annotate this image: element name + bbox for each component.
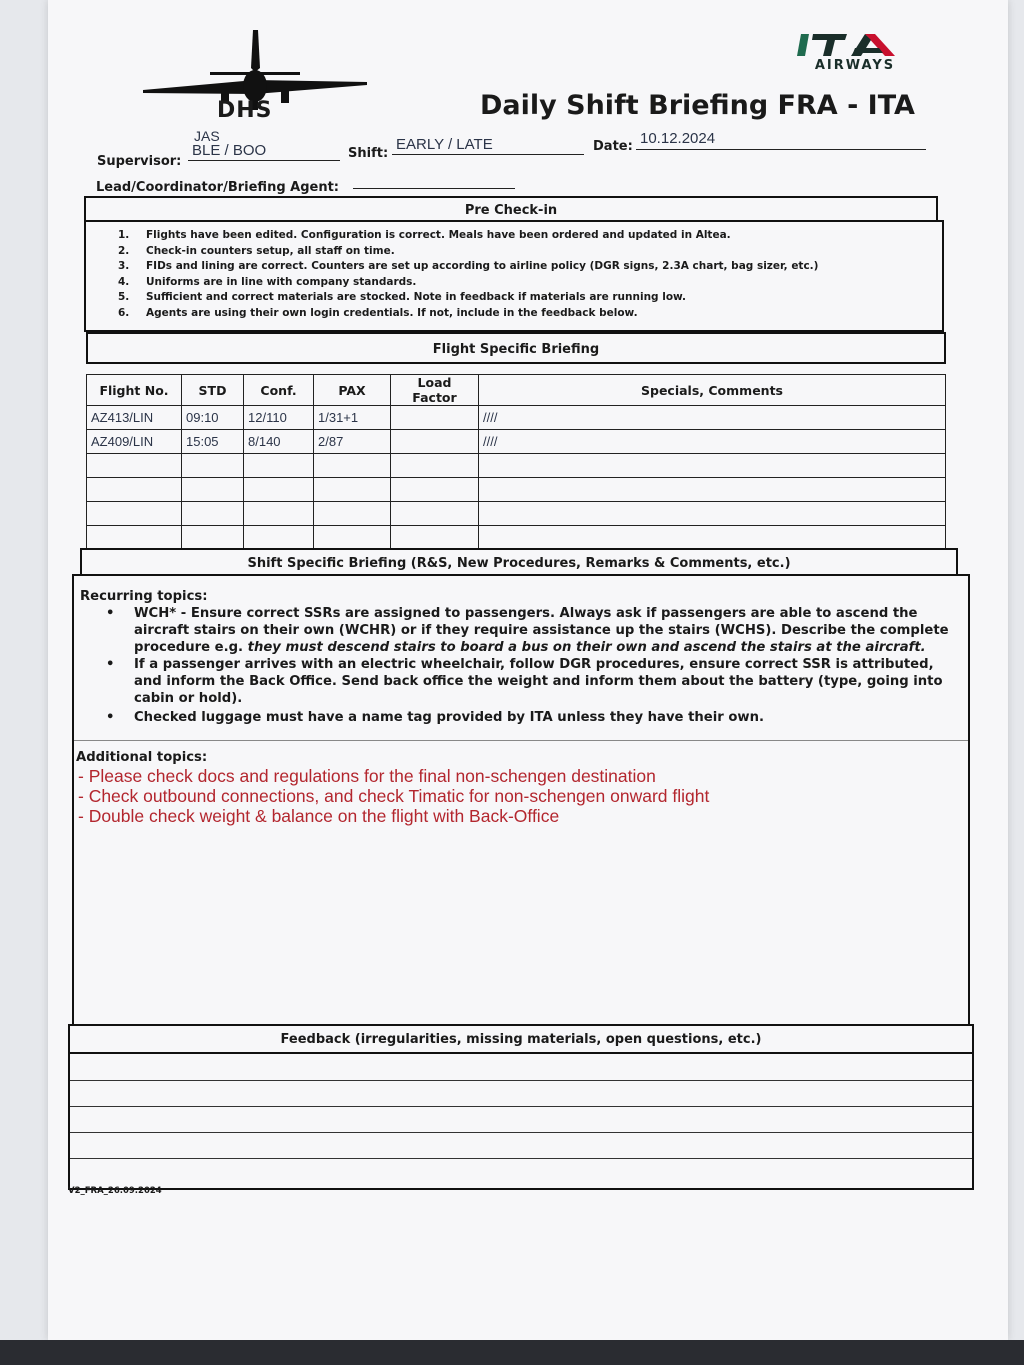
col-load-factor: Load Factor xyxy=(391,375,479,406)
col-pax: PAX xyxy=(314,375,391,406)
table-row xyxy=(87,454,946,478)
additional-label: Additional topics: xyxy=(76,750,208,765)
cell xyxy=(182,454,244,478)
recurring-label: Recurring topics: xyxy=(80,589,208,604)
table-row xyxy=(87,478,946,502)
desk-background xyxy=(0,1340,1024,1365)
cell xyxy=(479,502,946,526)
feedback-line xyxy=(70,1106,972,1107)
cell xyxy=(479,454,946,478)
cell xyxy=(391,502,479,526)
list-item: • WCH* - Ensure correct SSRs are assigned to passengers. Always ask if passengers are able to ascend the aircraft stairs on their own (WCHR) or if they require assistance up the stairs (WCHS). Describe the complete procedure e.g. they must descend stairs to board a bus on their own and ascend the stairs at the aircraft. xyxy=(80,605,950,656)
feedback-line xyxy=(70,1080,972,1081)
cell xyxy=(391,406,479,430)
cell xyxy=(244,478,314,502)
date-label: Date: xyxy=(593,139,633,154)
col-std: STD xyxy=(182,375,244,406)
cell xyxy=(314,526,391,550)
cell: 15:05 xyxy=(182,430,244,454)
recurring-topics xyxy=(80,588,950,726)
list-item: 1. Flights have been edited. Configuration is correct. Meals have been ordered and updated in Altea. xyxy=(118,229,731,241)
shift-label: Shift: xyxy=(348,146,389,161)
cell: //// xyxy=(479,406,946,430)
cell xyxy=(87,526,182,550)
cell: 1/31+1 xyxy=(314,406,391,430)
cell xyxy=(314,478,391,502)
dhs-logo xyxy=(95,28,375,128)
flight-briefing-title: Flight Specific Briefing xyxy=(432,342,600,357)
table-row xyxy=(87,502,946,526)
supervisor-underline xyxy=(188,160,340,161)
cell xyxy=(244,526,314,550)
flight-briefing-header xyxy=(86,332,946,364)
cell xyxy=(479,526,946,550)
lead-label: Lead/Coordinator/Briefing Agent: xyxy=(96,180,340,195)
list-item: 2. Check-in counters setup, all staff on time. xyxy=(118,244,395,257)
col-comments: Specials, Comments xyxy=(479,375,946,406)
cell xyxy=(244,502,314,526)
feedback-line xyxy=(70,1158,972,1159)
cell xyxy=(479,478,946,502)
pre-checkin-list xyxy=(118,228,938,321)
list-item: 3. FIDs and lining are correct. Counters are set up according to airline policy (DGR signs, 2.3A chart, bag sizer, etc.) xyxy=(118,260,819,272)
lead-underline xyxy=(353,188,515,189)
topics-divider xyxy=(74,740,968,741)
cell xyxy=(182,502,244,526)
shift-briefing-title: Shift Specific Briefing (R&S, New Procedures, Remarks & Comments, etc.) xyxy=(247,556,791,571)
cell xyxy=(314,454,391,478)
cell xyxy=(87,454,182,478)
cell: 8/140 xyxy=(244,430,314,454)
pre-checkin-header xyxy=(84,196,938,222)
shift-briefing-header xyxy=(80,548,958,576)
list-item: 4. Uniforms are in line with company standards. xyxy=(118,275,417,288)
table-row xyxy=(87,430,946,454)
shift-underline xyxy=(392,154,584,155)
cell: 2/87 xyxy=(314,430,391,454)
table-header-row xyxy=(87,375,946,406)
supervisor-value-top: JAS xyxy=(194,128,220,144)
date-underline xyxy=(636,149,926,150)
supervisor-label: Supervisor: xyxy=(97,154,182,169)
dhs-logo-text: DHS xyxy=(217,98,273,123)
cell: AZ413/LIN xyxy=(87,406,182,430)
table-row xyxy=(87,526,946,550)
date-value: 10.12.2024 xyxy=(640,130,716,147)
version-label: V2_FRA_26.09.2024 xyxy=(68,1186,162,1196)
feedback-line xyxy=(70,1052,972,1054)
col-flight-no: Flight No. xyxy=(87,375,182,406)
cell xyxy=(182,478,244,502)
list-item: 5. Sufficient and correct materials are stocked. Note in feedback if materials are running low. xyxy=(118,291,687,303)
cell xyxy=(391,526,479,550)
list-item: 6. Agents are using their own login credentials. If not, include in the feedback below. xyxy=(118,306,638,319)
list-item: • If a passenger arrives with an electric wheelchair, follow DGR procedures, ensure correct SSR is attributed, and inform the Back Office. Send back office the weight and inform them about the battery (type, going into cabin or hold). xyxy=(80,656,950,707)
flights-table xyxy=(86,374,946,550)
cell: 09:10 xyxy=(182,406,244,430)
cell xyxy=(314,502,391,526)
cell: AZ409/LIN xyxy=(87,430,182,454)
cell xyxy=(182,526,244,550)
pre-checkin-title: Pre Check-in xyxy=(464,203,558,218)
cell xyxy=(391,430,479,454)
feedback-box xyxy=(68,1024,974,1190)
cell xyxy=(87,478,182,502)
page-title: Daily Shift Briefing FRA - ITA xyxy=(480,90,915,121)
ita-logo-word: AIRWAYS xyxy=(814,58,896,73)
cell: //// xyxy=(479,430,946,454)
cell xyxy=(87,502,182,526)
ita-logo-mark xyxy=(795,30,905,58)
col-conf: Conf. xyxy=(244,375,314,406)
cell xyxy=(391,478,479,502)
supervisor-value: BLE / BOO xyxy=(192,142,267,159)
list-item: • Checked luggage must have a name tag provided by ITA unless they have their own. xyxy=(80,709,950,726)
feedback-title: Feedback (irregularities, missing materials, open questions, etc.) xyxy=(280,1032,762,1047)
table-row xyxy=(87,406,946,430)
additional-item: - Please check docs and regulations for the final non-schengen destination xyxy=(78,766,656,786)
ita-airways-logo xyxy=(795,30,915,78)
shift-value: EARLY / LATE xyxy=(396,136,493,153)
additional-item: - Check outbound connections, and check Timatic for non-schengen onward flight xyxy=(78,786,710,806)
cell: 12/110 xyxy=(244,406,314,430)
additional-item: - Double check weight & balance on the flight with Back-Office xyxy=(78,806,560,826)
cell xyxy=(244,454,314,478)
feedback-line xyxy=(70,1132,972,1133)
cell xyxy=(391,454,479,478)
